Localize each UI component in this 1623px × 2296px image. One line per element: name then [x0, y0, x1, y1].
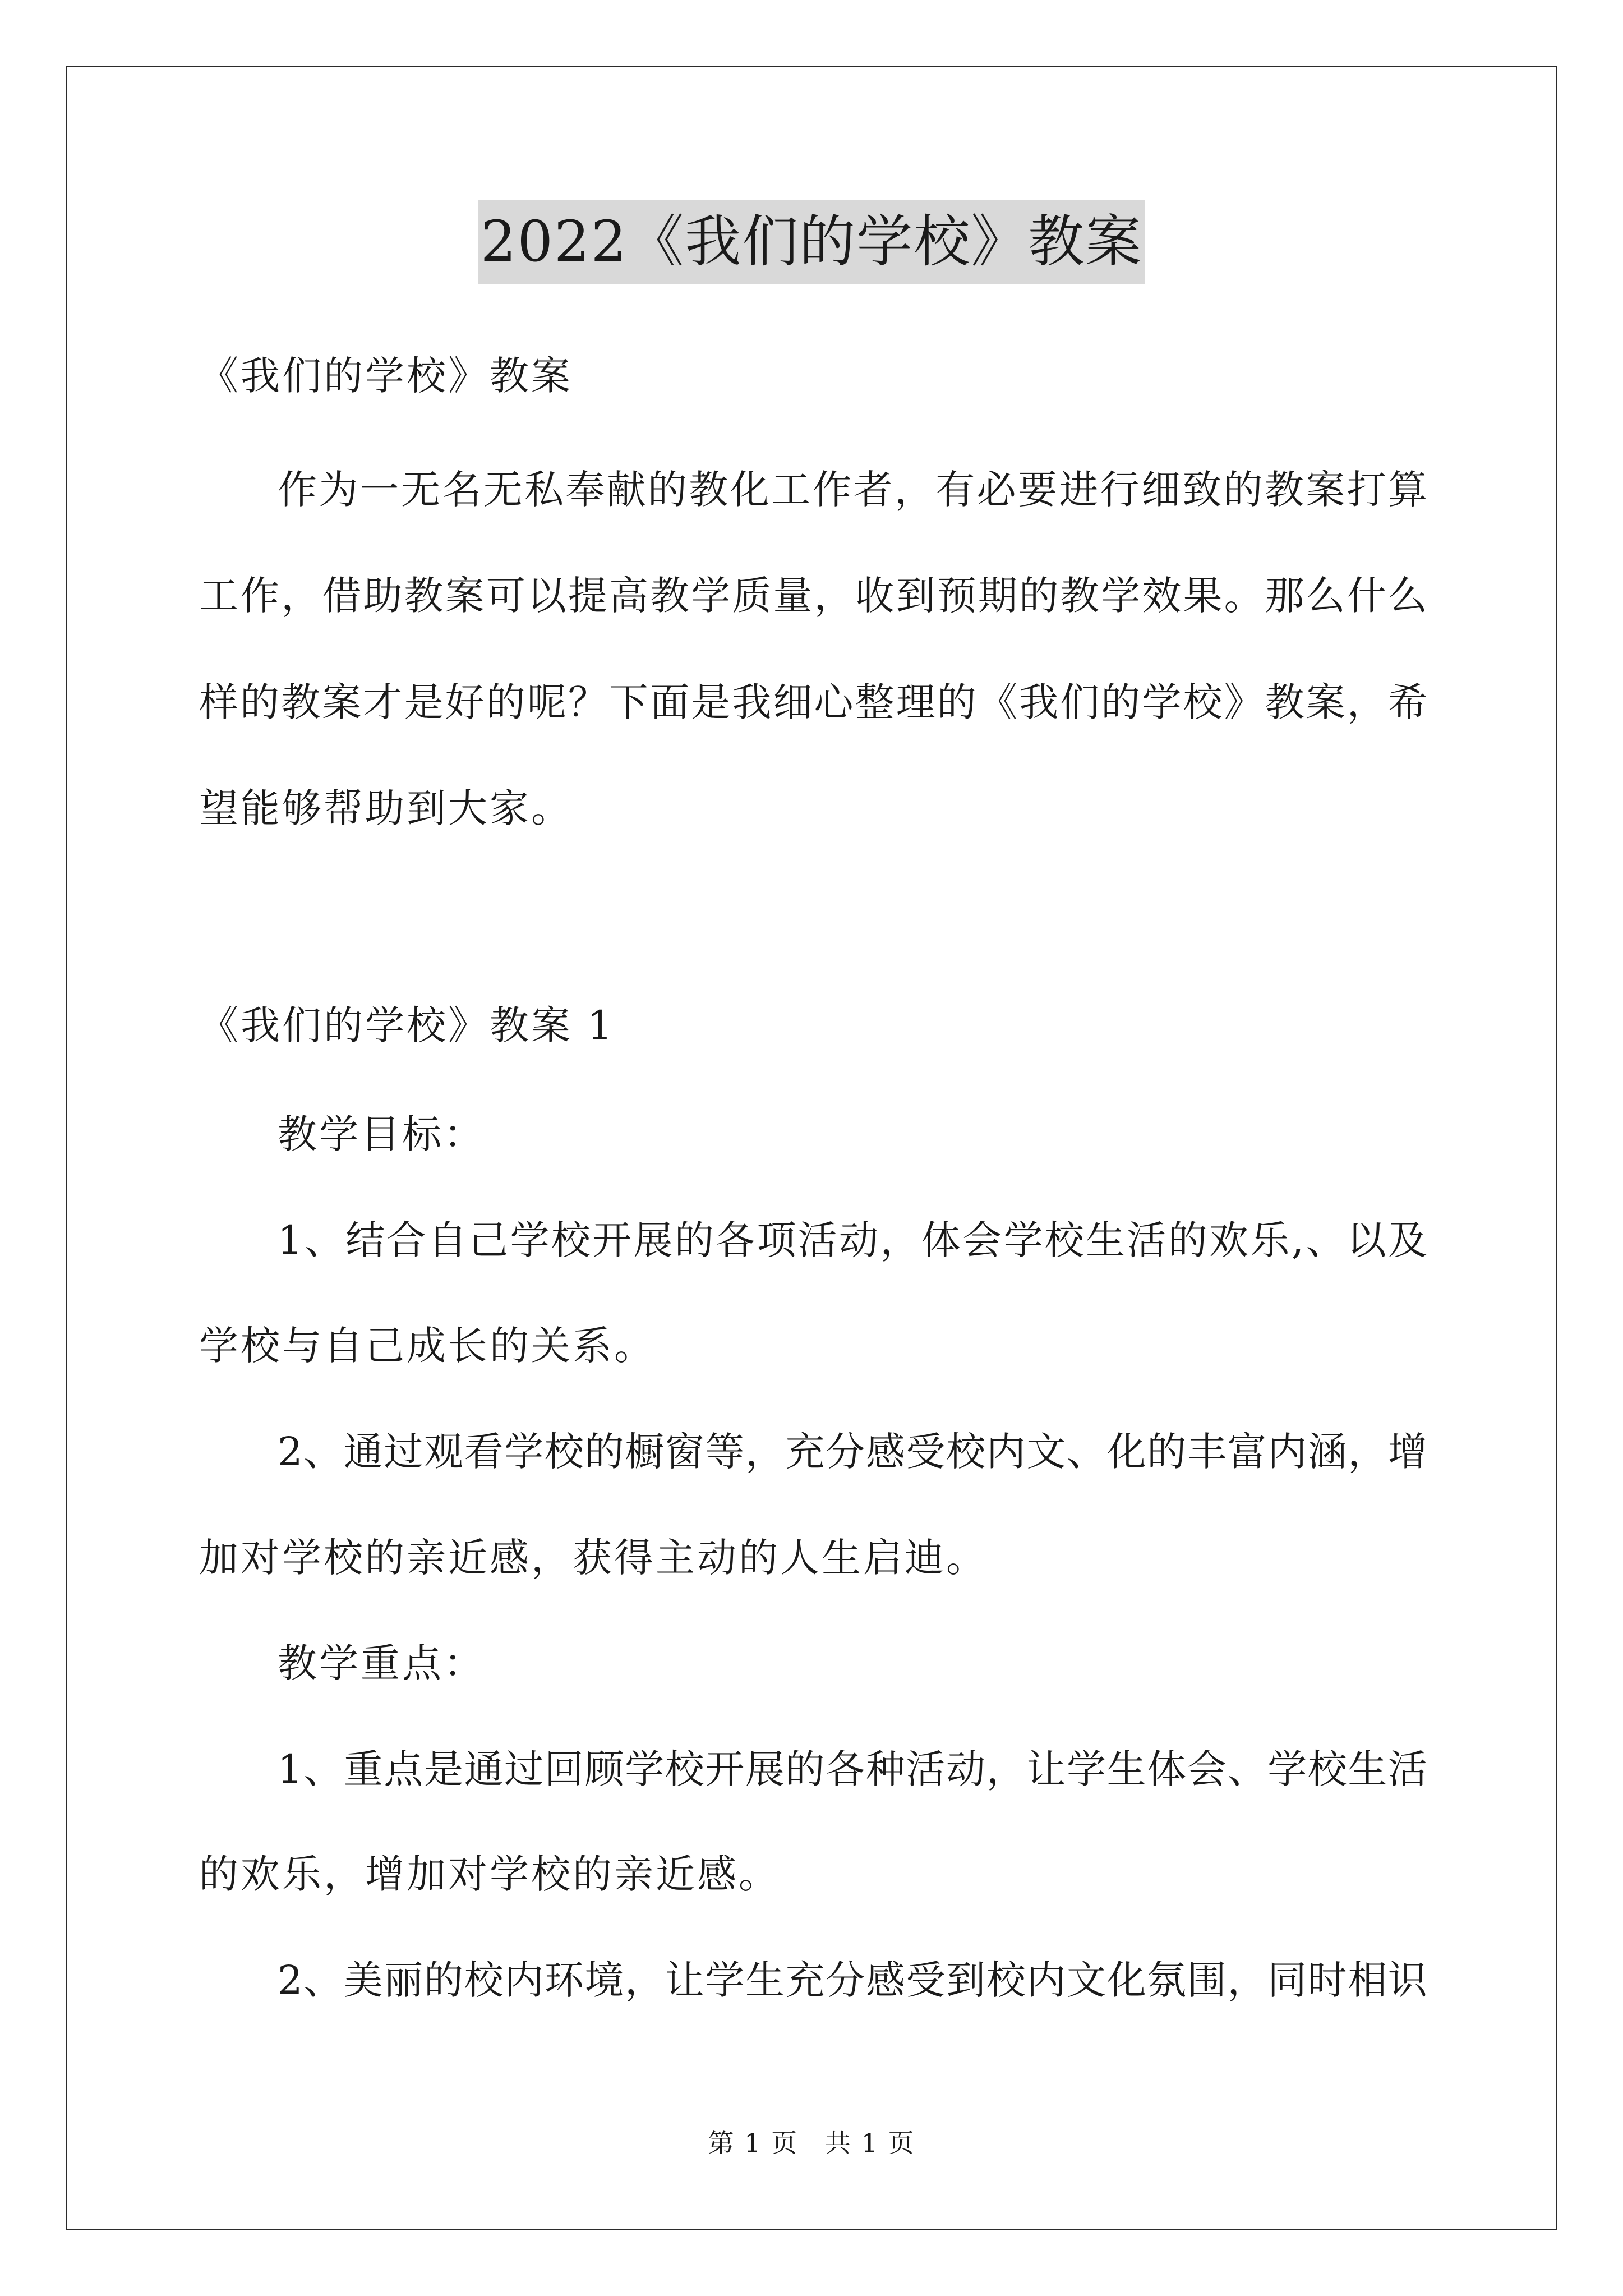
intro-line: 望能够帮助到大家。 [199, 785, 573, 831]
intro-line: 工作，借助教案可以提高教学质量，收到预期的教学效果。那么什么 [199, 573, 1427, 619]
key-line: 1、重点是通过回顾学校开展的各种活动，让学生体会、学校生活 [278, 1746, 1427, 1792]
intro-line: 样的教案才是好的呢？下面是我细心整理的《我们的学校》教案，希 [199, 679, 1427, 725]
key-heading: 教学重点： [278, 1640, 485, 1686]
intro-line: 作为一无名无私奉献的教化工作者，有必要进行细致的教案打算 [278, 467, 1427, 513]
key-line: 的欢乐，增加对学校的亲近感。 [199, 1851, 780, 1897]
goal-line: 2、通过观看学校的橱窗等，充分感受校内文、化的丰富内涵，增 [278, 1429, 1427, 1475]
goals-heading: 教学目标： [278, 1111, 485, 1157]
key-line: 2、美丽的校内环境，让学生充分感受到校内文化氛围，同时相识 [278, 1957, 1427, 2003]
goal-line: 加对学校的亲近感，获得主动的人生启迪。 [199, 1535, 988, 1581]
document-subtitle: 《我们的学校》教案 [199, 353, 573, 399]
page-footer: 第 1 页 共 1 页 [708, 2128, 915, 2158]
section-heading: 《我们的学校》教案 1 [199, 1002, 615, 1048]
goal-line: 1、结合自己学校开展的各项活动，体会学校生活的欢乐,、以及 [278, 1217, 1427, 1263]
goal-line: 学校与自己成长的关系。 [199, 1323, 656, 1369]
title-container [0, 200, 1623, 284]
document-title: 2022《我们的学校》教案 [478, 200, 1145, 284]
